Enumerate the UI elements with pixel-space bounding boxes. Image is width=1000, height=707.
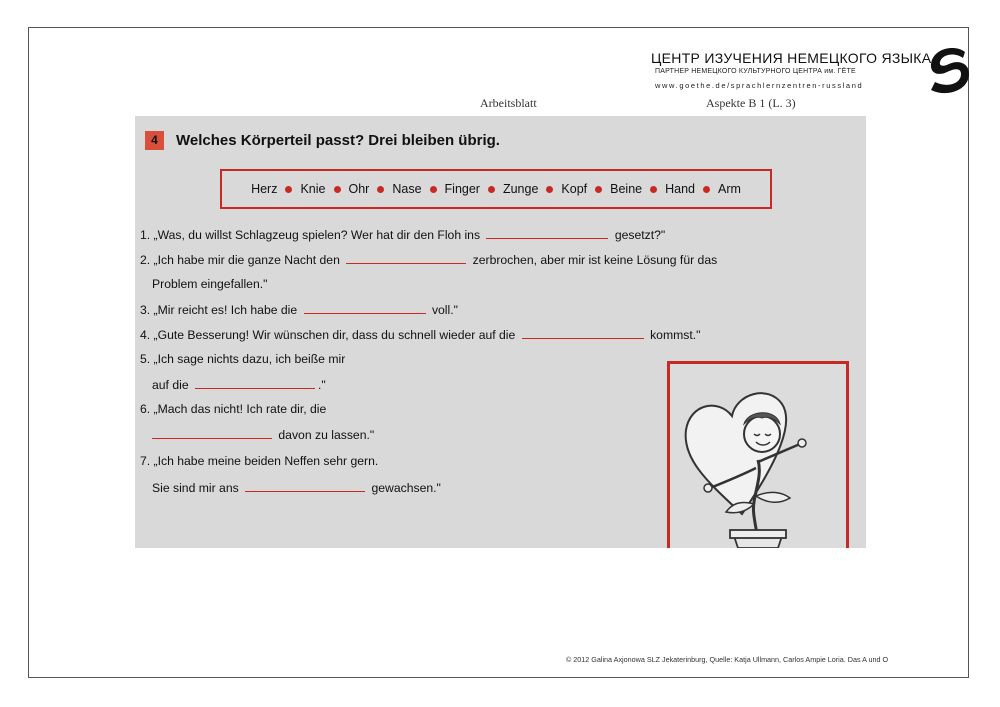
sentence-text: 3. „Mir reicht es! Ich habe die	[140, 303, 298, 317]
bullet-dot-icon	[377, 186, 384, 193]
sentence-4	[140, 327, 700, 342]
footer-credit: © 2012 Galina Axjonowa SLZ Jekaterinburg, Quelle: Katja Ullmann, Carlos Ampie Loria. Das A und O	[566, 655, 889, 664]
answer-blank[interactable]	[346, 252, 466, 264]
sentence-2-cont	[152, 277, 267, 291]
sentence-text: ."	[317, 378, 326, 392]
sheet-label: Arbeitsblatt	[480, 96, 537, 110]
word-bank-item: Knie	[300, 182, 326, 196]
word-bank	[220, 169, 772, 209]
sentence-text: 7. „Ich habe meine beiden Neffen sehr gern.	[140, 454, 379, 468]
sentence-text: gesetzt?"	[614, 228, 666, 242]
bullet-dot-icon	[703, 186, 710, 193]
exercise-panel	[135, 116, 866, 548]
answer-blank[interactable]	[245, 480, 365, 492]
sentence-text: 1. „Was, du willst Schlagzeug spielen? Wer hat dir den Floh ins	[140, 228, 481, 242]
bullet-dot-icon	[488, 186, 495, 193]
illustration-frame	[667, 361, 849, 548]
bullet-dot-icon	[650, 186, 657, 193]
sentence-5-cont	[152, 377, 326, 392]
bullet-dot-icon	[334, 186, 341, 193]
answer-blank[interactable]	[522, 327, 644, 339]
center-website: www.goethe.de/sprachlernzentren-russland	[655, 81, 864, 90]
word-bank-item: Herz	[251, 182, 278, 196]
sentence-text: zerbrochen, aber mir ist keine Lösung für das	[472, 253, 718, 267]
word-bank-item: Hand	[665, 182, 696, 196]
sentence-text: 6. „Mach das nicht! Ich rate dir, die	[140, 402, 327, 416]
heart-plant-illustration	[670, 364, 846, 548]
word-bank-item: Nase	[392, 182, 422, 196]
sentence-2	[140, 252, 717, 267]
answer-blank[interactable]	[195, 377, 315, 389]
center-name: ЦЕНТР ИЗУЧЕНИЯ НЕМЕЦКОГО ЯЗЫКА	[651, 50, 932, 66]
sentence-7	[140, 454, 378, 468]
sentence-text: gewachsen."	[371, 481, 441, 495]
sentence-text: voll."	[431, 303, 458, 317]
sentence-text: Problem eingefallen."	[152, 277, 268, 291]
answer-blank[interactable]	[304, 302, 426, 314]
sentence-5	[140, 352, 345, 366]
level-label: Aspekte B 1 (L. 3)	[706, 96, 796, 110]
sentence-text: Sie sind mir ans	[152, 481, 239, 495]
sentence-text: kommst."	[650, 328, 701, 342]
bullet-dot-icon	[546, 186, 553, 193]
sentence-text: 4. „Gute Besserung! Wir wünschen dir, dass du schnell wieder auf die	[140, 328, 516, 342]
word-bank-item: Zunge	[502, 182, 539, 196]
sentence-7-cont	[152, 480, 441, 495]
word-bank-item: Beine	[610, 182, 643, 196]
bullet-dot-icon	[430, 186, 437, 193]
center-partner: ПАРТНЕР НЕМЕЦКОГО КУЛЬТУРНОГО ЦЕНТРА им. ГЁТЕ	[655, 68, 856, 75]
sentence-3	[140, 302, 458, 317]
word-bank-item: Kopf	[561, 182, 588, 196]
answer-blank[interactable]	[486, 227, 608, 239]
sentence-6-cont	[149, 427, 374, 442]
task-number-badge: 4	[145, 131, 164, 150]
task-title: Welches Körperteil passt? Drei bleiben übrig.	[176, 132, 500, 149]
answer-blank[interactable]	[152, 427, 272, 439]
sentence-6	[140, 402, 326, 416]
word-bank-item: Ohr	[348, 182, 370, 196]
word-bank-item: Arm	[718, 182, 741, 196]
sentence-text: 2. „Ich habe mir die ganze Nacht den	[140, 253, 340, 267]
sentence-text: davon zu lassen."	[278, 428, 375, 442]
goethe-logo-icon	[925, 46, 971, 94]
word-bank-item: Finger	[444, 182, 480, 196]
sentence-text: auf die	[152, 378, 189, 392]
bullet-dot-icon	[595, 186, 602, 193]
sentence-1	[140, 227, 665, 242]
bullet-dot-icon	[285, 186, 292, 193]
sentence-text: 5. „Ich sage nichts dazu, ich beiße mir	[140, 352, 346, 366]
